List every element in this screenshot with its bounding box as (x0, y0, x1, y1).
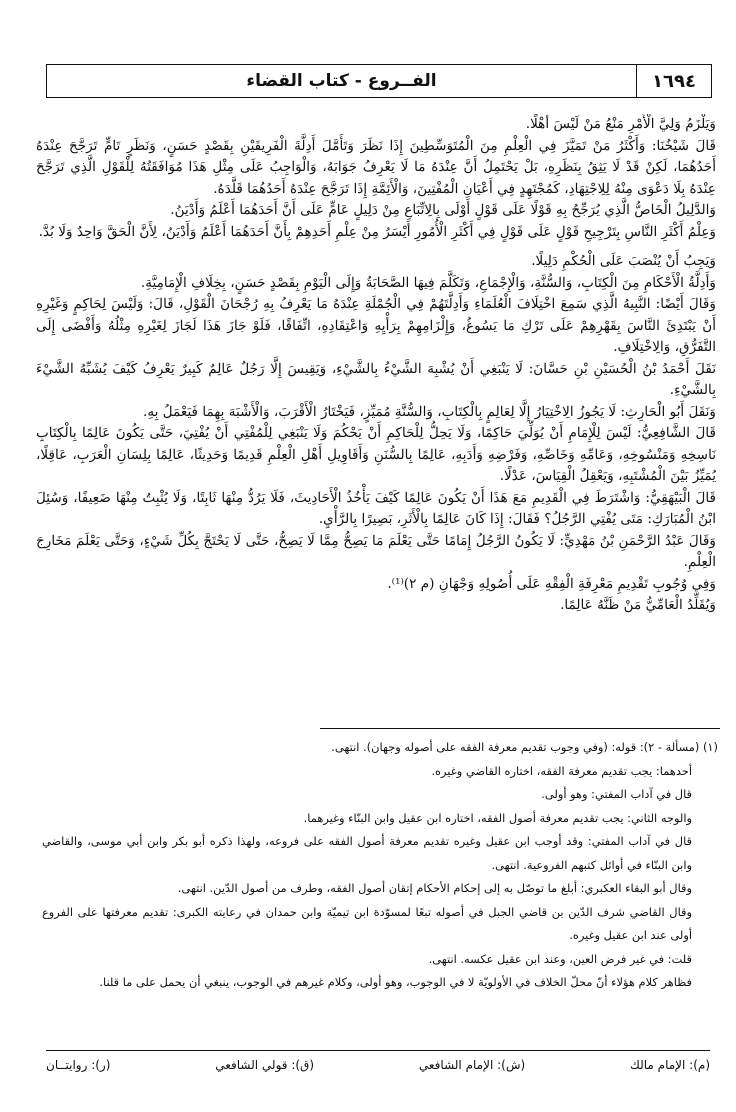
text-line: وَقَالَ عَبْدُ الرَّحْمَنِ بْنُ مَهْدِيٍّ: لَا يَكُونُ الرَّجُلُ إِمَامًا حَتَّى يَعْلَمَ مَا يَصِحُّ مِمَّا لَا يَصِحُّ، حَتَّى لَا يَحْتَجَّ بِكُلِّ شَيْءٍ، وَحَتَّى يَعْلَمَ مَخَارِجَ الْعِلْمِ. (36, 532, 716, 570)
text-line: وَأَدِلَّةُ الْأَحْكَامِ مِنَ الْكِتَابِ، وَالسُّنَّةِ، وَالْإِجْمَاعِ، وَتَكَلَّمَ فِيهَا الصَّحَابَةُ وَإِلَى الْيَوْمِ بِقَصْدٍ حَسَنٍ، بِخِلَافِ الْإِمَامِيَّةِ. (140, 274, 716, 291)
text-line: وَنَقَلَ أَبُو الْحَارِثِ: لَا يَجُوزُ الِاخْتِيَارُ إِلَّا لِعَالِمٍ بِالْكِتَابِ، وَالسُّنَّةِ مُمَيِّزٍ، فَيَخْتَارُ الْأَقْرَبَ، وَالْأَشْبَهَ بِهِمَا فَيَعْمَلُ بِهِ. (143, 403, 716, 420)
text-line: نَقَلَ أَحْمَدُ بْنُ الْحُسَيْنِ بْنِ حَسَّانَ: لَا يَنْبَغِي أَنْ يُشْبِهَ الشَّيْءُ بِالشَّيْءِ، وَيَقِيسَ إِلَّا رَجُلٌ عَالِمٌ كَبِيرٌ يَعْرِفُ كَيْفَ يُشَبِّهُ الشَّيْءَ بِالشَّيْءِ. (36, 360, 716, 398)
footnote-line: وقال أبو البقاء العكبري: أبلغ ما توصّل به إلى إحكام الأحكام إتقان أصول الفقه، وطرف من أصول الدّين. انتهى. (177, 881, 692, 895)
footnote-line: (١) (مسألة - ٢): قوله: (وفي وجوب تقديم معرفة الفقه على أصوله وجهان). انتهى. (331, 740, 718, 754)
footnote-line: أحدهما: يجب تقديم معرفة الفقه، اختاره القاضي وغيره. (431, 763, 692, 778)
text-line: وَالدَّلِيلُ الْخَاصُّ الَّذِي يُرَجِّحُ بِهِ قَوْلًا عَلَى قَوْلٍ أَوْلَى بِالِاتِّبَاعِ مِنْ دَلِيلٍ عَامٍّ عَلَى أَنَّ أَحَدَهُمَا أَعْلَمُ وَأَدْيَنُ. (170, 202, 716, 218)
footnote-line: وقال القاضي شرف الدّين بن قاضي الجبل في أصوله تبعًا لمسوّدة ابن تيميّة وابن حمدان في رعايته الكبرى: تقديم معرفتها على الفروع أولى عند ابن عقيل وغيره. (42, 904, 692, 942)
text-line: وَيُقَلِّدُ الْعَامِّيُّ مَنْ ظَنَّهُ عَالِمًا. (560, 597, 716, 613)
footnote-line: قلت: في غير فرض العين، وعند ابن عقيل عكسه. انتهى. (428, 951, 692, 966)
page-number: ١٦٩٤ (636, 65, 711, 97)
text-line: قَالَ الْبَيْهَقِيُّ: وَاشْتَرَطَ فِي الْقَدِيمِ مَعَ هَذَا أَنْ يَكُونَ عَالِمًا كَيْفَ يَأْخُذُ الْأَحَادِيثَ، فَلَا يَرُدُّ مِنْهَا ثَابِتًا، وَلَا يُثْبِتُ مِنْهَا ضَعِيفًا، وَسُئِلَ ابْنُ الْمُبَارَكِ: مَتَى يُفْتِي الرَّجُلُ؟ فَقَالَ: إِذَا كَانَ عَالِمًا بِالْأَثَرِ، بَصِيرًا بِالرَّأْيِ. (36, 489, 716, 527)
legend-malik: (م): الإمام مالك (629, 1058, 710, 1072)
legend-two-narrations: (ر): روايتــان (46, 1058, 111, 1072)
text-line: وَيَلْزَمُ وَلِيَّ الْأَمْرِ مَنْعُ مَنْ لَيْسَ أَهْلًا. (525, 116, 716, 132)
footnote-line: والوجه الثاني: يجب تقديم معرفة أصول الفقه، اختاره ابن عقيل وابن البنّاء وغيرهما. (303, 810, 692, 825)
footnote-line: قال في آداب المفتي: وقد أوجب ابن عقيل وغيره تقديم معرفة أصول الفقه على فروعه، ولهذا ذكره أبو بكر وابن أبي موسى، والقاضي وابن البنّاء في أوائل كتبهم الفروعية. انتهى. (42, 834, 692, 872)
text-line: وَفِي وُجُوبِ تَقْدِيمِ مَعْرِفَةِ الْفِقْهِ عَلَى أُصُولِهِ وَجْهَانِ (م ٢)⁽¹⁾. (387, 575, 716, 592)
footnote-line: قال في آداب المفتي: وهو أولى. (541, 787, 692, 801)
footer-rule (46, 1050, 710, 1051)
text-line: وَعِلْمُ أَكْثَرِ النَّاسِ بِتَرْجِيحِ قَوْلٍ عَلَى قَوْلٍ فِي أَكْثَرِ الْأُمُورِ أَيْسَرُ مِنْ عِلْمِ أَحَدِهِمْ بِأَنَّ أَحَدَهُمَا أَعْلَمُ وَأَدْيَنُ، لِأَنَّ الْحَقَّ وَاحِدٌ وَلَا بُدَّ. (38, 223, 716, 240)
legend-shafii: (ش): الإمام الشافعي (418, 1058, 526, 1072)
text-line: قَالَ شَيْخُنَا: وَأَكْثَرُ مَنْ تَمَيَّزَ فِي الْعِلْمِ مِنَ الْمُتَوَسِّطِينَ إِذَا نَظَرَ وَتَأَمَّلَ أَدِلَّةَ الْفَرِيقَيْنِ بِقَصْدٍ حَسَنٍ، وَنَظَرٍ تَامٍّ تَرَجَّحَ عِنْدَهُ أَحَدُهُمَا، لَكِنْ قَدْ لَا يَثِقُ بِنَظَرِهِ، بَلْ يَحْتَمِلُ أَنَّ عِنْدَهُ مَا لَا يَعْرِفُ جَوَابَهُ، وَالْوَاجِبُ عَلَى مِثْلِ هَذَا مُوَافَقَتُهُ لِلْقَوْلِ الَّذِي تَرَجَّحَ عِنْدَهُ بِلَا دَعْوَى مِنْهُ لِلِاجْتِهَادِ، كَمُجْتَهِدٍ فِي أَعْيَانِ الْمُفْتِينَ، وَالْأَئِمَّةِ إِذَا تَرَجَّحَ عِنْدَهُ أَحَدُهُمَا قَلَّدَهُ. (36, 137, 716, 197)
legend-shafii-two-views: (ق): قولي الشافعي (215, 1058, 315, 1072)
running-title: الفــروع - كتاب القضاء (246, 71, 437, 91)
text-line: وَقَالَ أَيْضًا: النَّبِيهُ الَّذِي سَمِعَ اخْتِلَافَ الْعُلَمَاءِ وَأَدِلَّتَهُمْ فِي الْجُمْلَةِ عِنْدَهُ مَا يَعْرِفُ بِهِ رُجْحَانَ الْقَوْلِ، قَالَ: وَلَيْسَ لِحَاكِمٍ وَغَيْرِهِ أَنْ يَبْتَدِئَ النَّاسَ بِقَهْرِهِمْ عَلَى تَرْكِ مَا يَسُوغُ، وَإِلْزَامِهِمْ بِرَأْيِهِ وَاعْتِقَادِهِ، اتِّفَاقًا، فَلَوْ جَازَ هَذَا لَجَازَ لِغَيْرِهِ مِثْلُهُ وَأَفْضَى إِلَى التَّفَرُّقِ، وَالِاخْتِلَافِ. (36, 296, 716, 355)
footnote-divider (320, 728, 720, 729)
footnotes (42, 736, 718, 1052)
text-line: وَيَجِبُ أَنْ يُنْصَبَ عَلَى الْحُكْمِ دَلِيلًا. (531, 253, 716, 269)
text-line: قَالَ الشَّافِعِيُّ: لَيْسَ لِلْإِمَامِ أَنْ يُوَلِّيَ حَاكِمًا، وَلَا يَحِلُّ لِلْحَاكِمِ أَنْ يَحْكُمَ وَلَا يَنْبَغِي لِلْمُفْتِي أَنْ يُفْتِيَ، حَتَّى يَكُونَ عَالِمًا بِالْكِتَابِ نَاسِخِهِ وَمَنْسُوخِهِ، وَعَامِّهِ وَخَاصِّهِ، وَفَرْضِهِ وَأَدَبِهِ، عَالِمًا بِالسُّنَنِ وَأَقَاوِيلِ أَهْلِ الْعِلْمِ قَدِيمًا وَحَدِيثًا، عَالِمًا بِلِسَانِ الْعَرَبِ، عَاقِلًا، يُمَيِّزُ بَيْنَ الْمُشْتَبِهِ، وَيَعْقِلُ الْقِيَاسَ، عَدْلًا. (36, 425, 716, 484)
footnote-line: فظاهر كلام هؤلاء أنّ محلّ الخلاف في الأولويّة لا في الوجوب، وهو أولى، وكلام غيرهم في الوجوب، ينبغي أن يحمل على ما قلنا. (99, 975, 692, 989)
abbreviation-legend (46, 1058, 710, 1072)
main-text (36, 114, 716, 744)
page-header (46, 64, 712, 98)
book-page (28, 64, 718, 1104)
